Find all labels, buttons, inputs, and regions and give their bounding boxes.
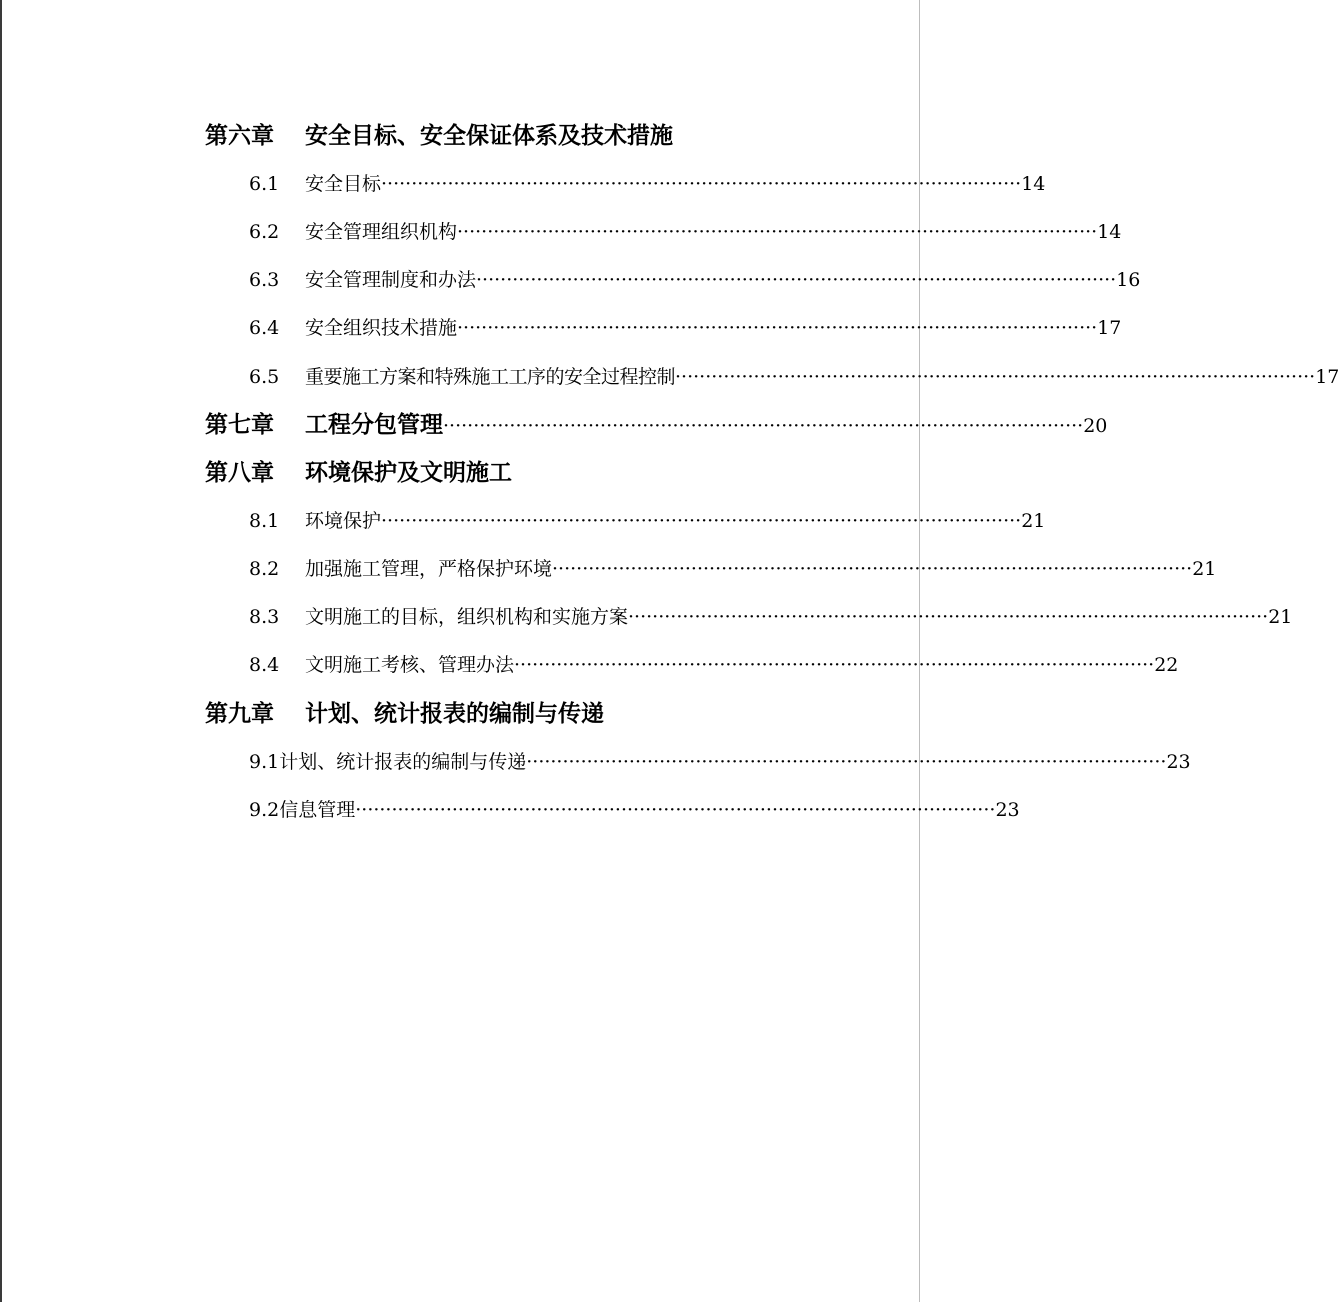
section-number: 9.2 <box>249 799 280 821</box>
section-number: 8.4 <box>249 654 280 676</box>
dot-leader: ·········································································································· <box>381 510 1022 532</box>
section-title: 加强施工管理，严格保护环境 <box>305 558 553 580</box>
toc-section-8-1[interactable] <box>0 505 1046 537</box>
dot-leader: ·········································································································· <box>675 366 1316 388</box>
section-title: 环境保护 <box>305 510 382 532</box>
toc-section-6-5[interactable] <box>0 361 1339 393</box>
dot-leader: ·········································································································· <box>476 269 1117 291</box>
section-title: 安全目标 <box>305 173 382 195</box>
section-number: 6.4 <box>249 317 280 339</box>
page-number: 17 <box>1097 317 1122 339</box>
page-number: 20 <box>1083 415 1108 437</box>
toc-chapter-6[interactable] <box>0 120 920 152</box>
dot-leader: ·········································································································· <box>514 654 1155 676</box>
dot-leader: ·········································································································· <box>628 606 1269 628</box>
section-number: 8.3 <box>249 606 280 628</box>
toc-section-9-1[interactable] <box>0 746 1191 778</box>
dot-leader: ·········································································································· <box>443 415 1084 437</box>
chapter-number: 第七章 <box>205 411 274 438</box>
page-number: 23 <box>1166 751 1191 773</box>
dot-leader: ·········································································································· <box>355 799 996 821</box>
dot-leader: ·········································································································· <box>381 173 1022 195</box>
toc-section-6-3[interactable] <box>0 264 1141 296</box>
section-number: 8.2 <box>249 558 280 580</box>
section-number: 6.3 <box>249 269 280 291</box>
page-number: 16 <box>1116 269 1141 291</box>
toc-section-6-2[interactable] <box>0 216 1122 248</box>
page-number: 14 <box>1097 221 1122 243</box>
chapter-number: 第九章 <box>205 700 274 727</box>
dot-leader: ·········································································································· <box>457 221 1098 243</box>
section-title: 信息管理 <box>279 799 356 821</box>
toc-chapter-7[interactable] <box>0 409 1108 441</box>
toc-section-8-3[interactable] <box>0 601 1293 633</box>
toc-section-8-4[interactable] <box>0 649 1179 681</box>
toc-chapter-8[interactable] <box>0 457 920 489</box>
chapter-number: 第六章 <box>205 122 274 149</box>
toc-chapter-9[interactable] <box>0 698 920 730</box>
section-title: 安全组织技术措施 <box>305 317 458 339</box>
page-number: 23 <box>995 799 1020 821</box>
section-number: 9.1 <box>249 751 280 773</box>
dot-leader: ·········································································································· <box>552 558 1193 580</box>
chapter-title: 安全目标、安全保证体系及技术措施 <box>305 122 673 149</box>
page-number: 21 <box>1021 510 1046 532</box>
section-title: 文明施工的目标，组织机构和实施方案 <box>305 606 629 628</box>
page-number: 17 <box>1315 366 1339 388</box>
chapter-title: 计划、统计报表的编制与传递 <box>305 700 604 727</box>
section-number: 6.5 <box>249 366 280 388</box>
page-number: 22 <box>1154 654 1179 676</box>
chapter-title: 环境保护及文明施工 <box>305 459 512 486</box>
chapter-title: 工程分包管理 <box>305 411 443 438</box>
page-number: 21 <box>1192 558 1217 580</box>
section-title: 重要施工方案和特殊施工工序的安全过程控制 <box>305 366 676 388</box>
section-title: 安全管理组织机构 <box>305 221 458 243</box>
toc-section-8-2[interactable] <box>0 553 1217 585</box>
toc-section-6-4[interactable] <box>0 312 1122 344</box>
section-number: 6.1 <box>249 173 280 195</box>
section-title: 文明施工考核、管理办法 <box>305 654 515 676</box>
page-number: 14 <box>1021 173 1046 195</box>
page-number: 21 <box>1268 606 1293 628</box>
section-title: 计划、统计报表的编制与传递 <box>279 751 527 773</box>
toc-section-9-2[interactable] <box>0 794 1020 826</box>
toc-section-6-1[interactable] <box>0 168 1046 200</box>
section-title: 安全管理制度和办法 <box>305 269 477 291</box>
dot-leader: ·········································································································· <box>457 317 1098 339</box>
dot-leader: ·········································································································· <box>526 751 1167 773</box>
section-number: 8.1 <box>249 510 280 532</box>
section-number: 6.2 <box>249 221 280 243</box>
chapter-number: 第八章 <box>205 459 274 486</box>
